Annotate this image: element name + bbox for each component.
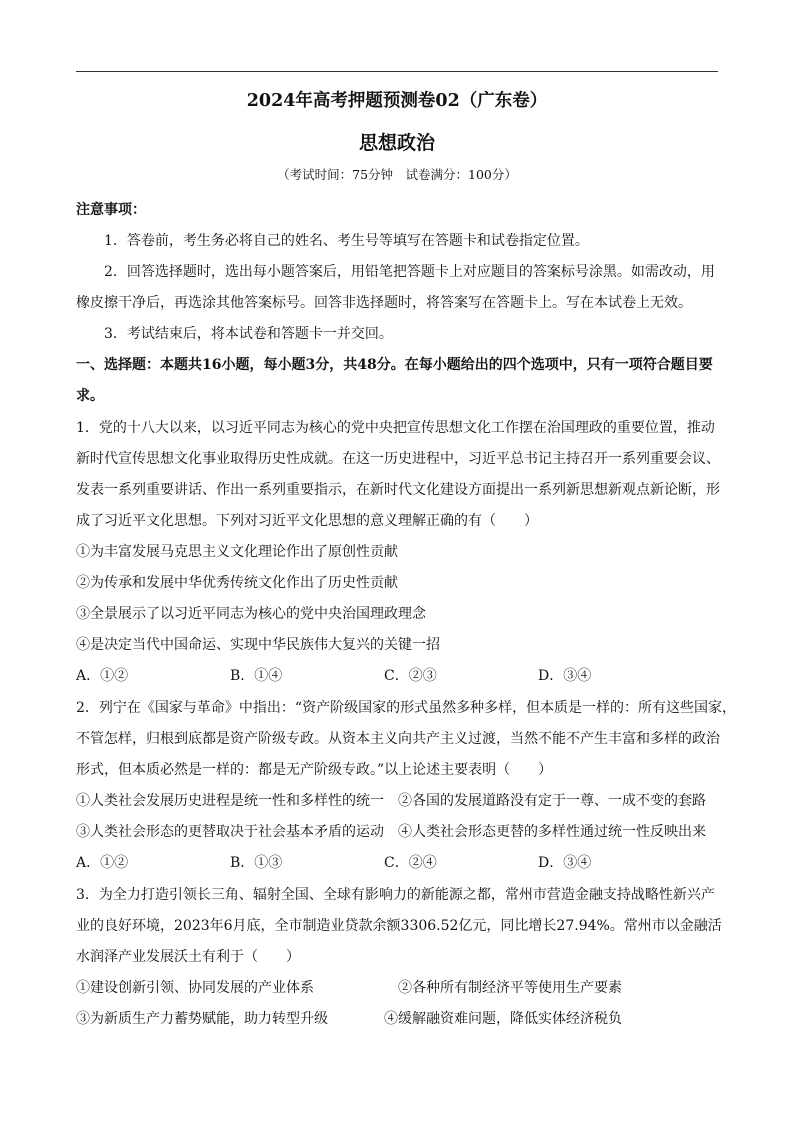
- q1-stem-line-2: 新时代宣传思想文化事业取得历史性成就。在这一历史进程中，习近平总书记主持召开一系列重要会议、: [76, 451, 720, 467]
- q2-option-b: B．①③: [230, 855, 283, 871]
- q3-stem-line-1: 3．为全力打造引领长三角、辐射全国、全球有影响力的新能源之都，常州市营造金融支持战略性新兴产: [76, 887, 715, 903]
- q3-statement-1: ①建设创新引领、协同发展的产业体系: [76, 980, 314, 996]
- q3-statement-3: ③为新质生产力蓄势赋能，助力转型升级: [76, 1011, 328, 1027]
- q3-stem-line-3: 水润泽产业发展沃土有利于（ ）: [76, 949, 300, 965]
- q1-statement-2: ②为传承和发展中华优秀传统文化作出了历史性贡献: [76, 575, 398, 591]
- q1-option-b: B．①④: [230, 668, 283, 684]
- q1-statement-1: ①为丰富发展马克思主义文化理论作出了原创性贡献: [76, 544, 398, 560]
- q2-statements-1-2: ①人类社会发展历史进程是统一性和多样性的统一 ②各国的发展道路没有定于一尊、一成不变的套路: [76, 793, 706, 809]
- q3-statement-4: ④缓解融资难问题，降低实体经济税负: [384, 1011, 622, 1027]
- q2-option-c: C．②④: [384, 855, 437, 871]
- notice-item-1: 1．答卷前，考生务必将自己的姓名、考生号等填写在答题卡和试卷指定位置。: [104, 233, 589, 249]
- q1-option-c: C．②③: [384, 668, 437, 684]
- q2-option-a: A．①②: [76, 855, 129, 871]
- q2-option-d: D．③④: [538, 855, 592, 871]
- section-heading-line-2: 求。: [76, 388, 104, 404]
- q1-statement-4: ④是决定当代中国命运、实现中华民族伟大复兴的关键一招: [76, 637, 440, 653]
- header-rule: [76, 71, 718, 72]
- q2-stem-line-1: 2．列宁在《国家与革命》中指出：“资产阶级国家的形式虽然多种多样，但本质是一样的：所有这些国家，: [76, 700, 737, 716]
- q2-statements-3-4: ③人类社会形态的更替取决于社会基本矛盾的运动 ④人类社会形态更替的多样性通过统一性反映出来: [76, 824, 706, 840]
- notice-heading: 注意事项：: [76, 202, 146, 218]
- q1-option-a: A．①②: [76, 668, 129, 684]
- notice-item-3: 3．考试结束后，将本试卷和答题卡一并交回。: [104, 326, 393, 342]
- q2-stem-line-2: 不管怎样，归根到底都是资产阶级专政。从资本主义向共产主义过渡，当然不能不产生丰富和多样的政治: [76, 731, 720, 747]
- page-title: 2024年高考押题预测卷02（广东卷）: [246, 91, 548, 111]
- section-heading-line-1: 一、选择题：本题共16小题，每小题3分，共48分。在每小题给出的四个选项中，只有一项符合题目要: [76, 357, 713, 373]
- notice-item-2-line-1: 2．回答选择题时，选出每小题答案后，用铅笔把答题卡上对应题目的答案标号涂黑。如需改动，用: [104, 264, 715, 280]
- notice-item-2-line-2: 橡皮擦干净后，再选涂其他答案标号。回答非选择题时，将答案写在答题卡上。写在本试卷上无效。: [76, 295, 692, 311]
- q1-stem-line-1: 1．党的十八大以来，以习近平同志为核心的党中央把宣传思想文化工作摆在治国理政的重要位置，推动: [76, 420, 715, 436]
- q3-stem-line-2: 业的良好环境，2023年6月底，全市制造业贷款余额3306.52亿元，同比增长27.94%。常州市以金融活: [76, 918, 722, 934]
- q1-statement-3: ③全景展示了以习近平同志为核心的党中央治国理政理念: [76, 606, 426, 622]
- q1-stem-line-3: 发表一系列重要讲话、作出一系列重要指示，在新时代文化建设方面提出一系列新思想新观点新论断，形: [76, 482, 720, 498]
- q2-stem-line-3: 形式，但本质必然是一样的：都是无产阶级专政。”以上论述主要表明（ ）: [76, 762, 553, 778]
- subject-title: 思想政治: [358, 132, 435, 154]
- exam-info: （考试时间：75分钟 试卷满分：100分）: [277, 167, 517, 182]
- q1-option-d: D．③④: [538, 668, 592, 684]
- q3-statement-2: ②各种所有制经济平等使用生产要素: [398, 980, 622, 996]
- q1-stem-line-4: 成了习近平文化思想。下列对习近平文化思想的意义理解正确的有（ ）: [76, 513, 538, 529]
